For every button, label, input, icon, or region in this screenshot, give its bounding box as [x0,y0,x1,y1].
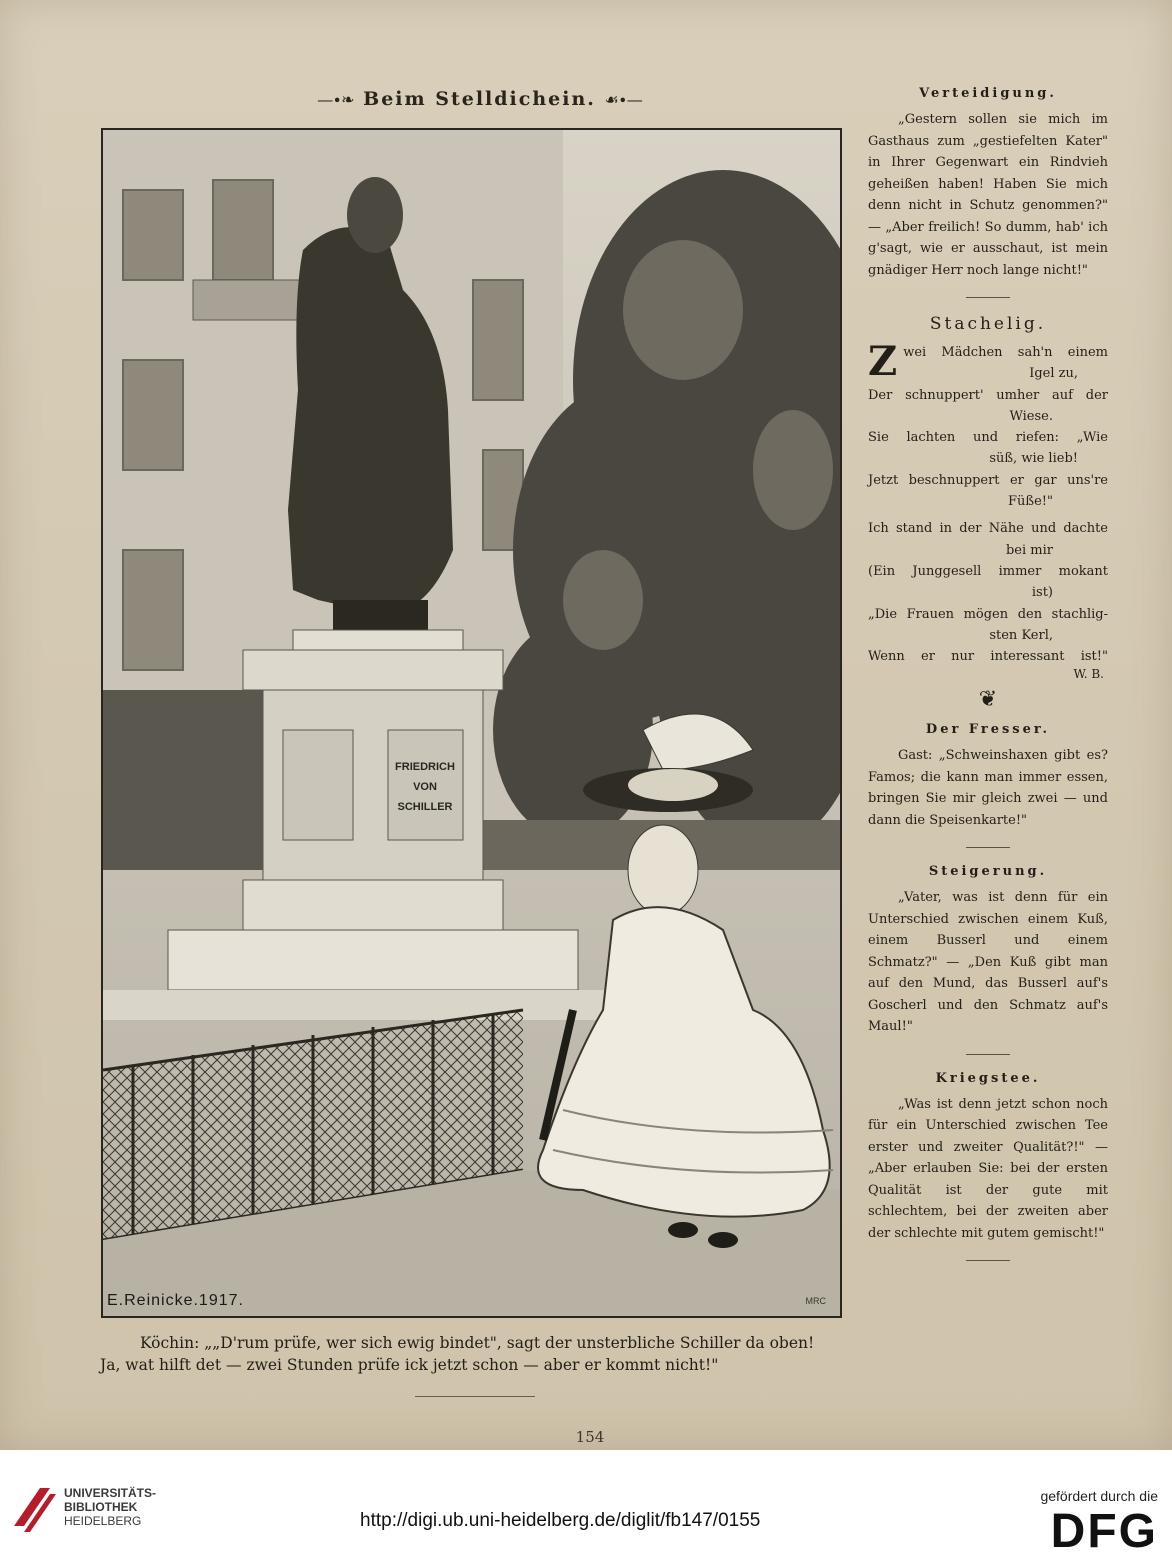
section-text-fresser: Gast: „Schweinshaxen gibt es? Famos; die kann man immer essen, bringen Sie mir gleich zwei — und dann die Speisenkarte!" [868,748,1108,828]
plaque-line-2: VON [413,781,437,793]
poem-author: W. B. [1073,667,1104,682]
section-title-fresser: Der Fresser. [925,722,1051,738]
poem-line: wei Mädchen sah'n einem [903,345,1108,360]
library-line-2: BIBLIOTHEK [64,1500,138,1514]
poem-line: Wenn er nur interessant ist!" [868,649,1108,665]
poem-line: süß, wie lieb! [989,451,1078,467]
poem-line: Jetzt beschnuppert er gar uns're [868,472,1108,488]
illustration-schiller-monument [101,128,842,1318]
flower-ornament-icon: ❦ [978,687,998,713]
caption-line-1: Köchin: „„D'rum prüfe, wer sich ewig bindet", sagt der unsterbliche Schiller da oben! [140,1334,815,1352]
library-line-3: HEIDELBERG [64,1514,142,1528]
poem-line: „Die Frauen mögen den stachlig- [868,606,1108,622]
section-divider [966,1054,1010,1055]
poem-line: Ich stand in der Nähe und dachte [868,521,1108,537]
illustration-drawing [103,130,840,1316]
digitization-footer [0,1450,1172,1558]
artist-signature: E.Reinicke.1917. [107,1292,244,1309]
header-ornament-left: —∙❧ [317,90,355,109]
funding-label: gefördert durch die [1040,1488,1158,1504]
section-title-kriegstee: Kriegstee. [935,1070,1041,1086]
page-number: 154 [575,1428,605,1446]
university-library-name [64,1486,156,1528]
section-title-verteidigung: Verteidigung. [919,86,1057,101]
poem-line: Füße!" [1008,494,1053,510]
section-text-verteidigung: „Gestern sollen sie mich im Gasthaus zum „gestiefelten Kater" in Ihrer Gegenwart ein Rindvieh geheißen haben! Haben Sie mich denn nicht in Schutz genommen?" — „Aber freilich! So dumm, hab' ich g'sagt, wie er ausschaut, ist mein gnädiger Herr noch lange nicht!" [868,112,1108,278]
drop-cap: Z [868,338,898,385]
section-title-stachelig: Stachelig. [929,314,1047,334]
page-header [300,88,660,110]
section-text-steigerung: „Vater, was ist denn für ein Unterschied zwischen einem Kuß, einem Busserl und einem Schmatz?" — „Den Kuß gibt man auf den Mund, das Busserl auf's Goscherl und den Schmatz auf's Maul!" [868,890,1108,1035]
plaque-line-1: FRIEDRICH [395,761,455,773]
caption-divider [415,1396,535,1397]
section-divider [966,297,1010,298]
poem-line: ist) [1031,585,1053,601]
poem-line: Sie lachten und riefen: „Wie [868,430,1108,446]
poem-line: Wiese. [1009,408,1053,424]
header-ornament-right: ☙∙— [604,90,643,109]
library-line-1: UNIVERSITÄTS- [64,1486,157,1500]
header-title: Beim Stelldichein. [363,88,596,110]
poem-line: Igel zu, [1029,366,1078,382]
section-divider [966,1260,1010,1261]
dfg-logo: DFG [1050,1505,1158,1558]
illustration-caption [100,1332,840,1376]
caption-line-2: Ja, wat hilft det — zwei Stunden prüfe ick jetzt schon — aber er kommt nicht!" [100,1356,719,1374]
poem-line: (Ein Junggesell immer mokant [868,563,1108,579]
permalink-url[interactable]: http://digi.ub.uni-heidelberg.de/diglit/fb147/0155 [360,1510,761,1531]
poem-line: sten Kerl, [989,627,1053,643]
right-column [868,86,1108,1277]
plaque-line-3: SCHILLER [397,801,453,813]
poem-line: bei mir [1005,542,1053,558]
section-text-kriegstee: „Was ist denn jetzt schon noch für ein Unterschied zwischen Tee erster und zweiter Qualität?!" — „Aber erlauben Sie: bei der ersten Qualität ist der gute mit schlechtem, bei der zweiten aber der schlechte mit gutem gemischt!" [868,1096,1108,1241]
section-title-steigerung: Steigerung. [928,864,1048,880]
university-library-logo-icon [10,1480,58,1544]
poem-stachelig [868,338,1108,667]
section-divider [966,847,1010,848]
poem-line: Der schnuppert' umher auf der [868,387,1108,403]
engraver-monogram: MRC [805,1296,826,1306]
